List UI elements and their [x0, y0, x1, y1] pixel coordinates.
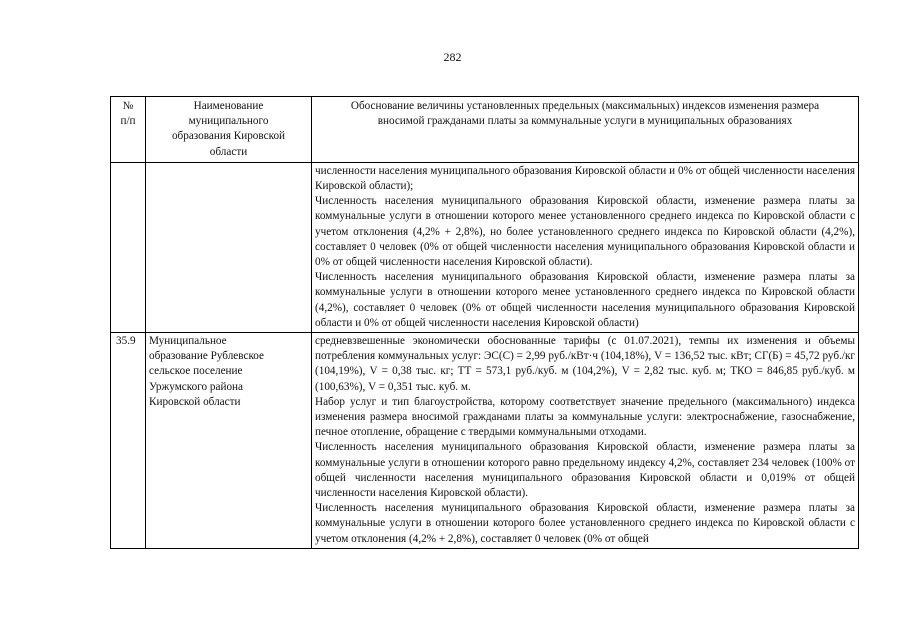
row-justification: [312, 162, 859, 332]
justification-paragraph: Численность населения муниципального образования Кировской области, изменение размера платы за коммунальные услуги в отношении которого равно предельному индексу 4,2%, составляет 234 человек (100% от общей численности населения муниципального образования Кировской области и 0,019% от общей численности населения Кировской области).: [315, 441, 855, 500]
municipality-name-line: Кировской области: [149, 395, 241, 408]
header-justification-line: Обоснование величины установленных предельных (максимальных) индексов изменения размера: [350, 100, 820, 112]
header-number-line: №: [122, 100, 134, 112]
page-number: 282: [443, 50, 462, 64]
municipality-name-line: Уржумского района: [149, 380, 244, 393]
justification-paragraph: Численность населения муниципального образования Кировской области, изменение размера платы за коммунальные услуги в отношении которого менее установленного среднего индекса по Кировской области (4,2%), составляет 0 человек (0% от общей численности населения муниципального образования Кировской области и 0% от общей численности населения Кировской области): [315, 271, 855, 329]
header-justification: [312, 97, 859, 163]
justification-paragraph: численности населения муниципального образования Кировской области и 0% от общей численности населения Кировской области);: [315, 164, 855, 193]
header-name-line: муниципального: [188, 115, 269, 128]
header-name-line: Наименование: [193, 100, 264, 112]
row-justification: [312, 333, 859, 549]
justification-table: [110, 96, 859, 549]
justification-paragraph: Набор услуг и тип благоустройства, которому соответствует значение предельного (максимального) индекса изменения размера вносимой гражданами платы за коммунальные услуги: электроснабжение, газоснабжение, печное отопление, обращение с твердыми коммунальными отходами.: [315, 395, 855, 439]
table-row: [111, 333, 859, 549]
table-row: [111, 162, 859, 332]
header-justification-line: вносимой гражданами платы за коммунальные услуги в муниципальных образованиях: [377, 115, 793, 128]
header-name-line: области: [209, 145, 248, 158]
justification-paragraph: Численность населения муниципального образования Кировской области, изменение размера платы за коммунальные услуги в отношении которого более установленного среднего индекса по Кировской области с учетом отклонения (4,2% + 2,8%), составляет 0 человек (0% от общей: [315, 502, 855, 545]
table-header-row: [111, 97, 859, 163]
row-municipality-name: [146, 333, 312, 549]
row-number: 35.9: [111, 333, 146, 549]
municipality-name-line: образование Рублевское: [149, 350, 265, 363]
row-municipality-name: [146, 162, 312, 332]
justification-paragraph: средневзвешенные экономически обоснованные тарифы (с 01.07.2021), темпы их изменения и объемы потребления коммунальных услуг: ЭС(С) = 2,99 руб./кВт·ч (104,18%), V = 136,52 тыс. кВт; СГ(Б) = 45,72 руб./кг (104,19%), V = 0,38 тыс. кг; ТТ = 573,1 руб./куб. м (104,2%), V = 2,82 тыс. куб. м; ТКО = 846,85 руб./куб. м (100,63%), V = 0,351 тыс. куб. м.: [315, 335, 855, 393]
justification-paragraph: Численность населения муниципального образования Кировской области, изменение размера платы за коммунальные услуги в отношении которого менее установленного среднего индекса по Кировской области с учетом отклонения (4,2% + 2,8%), но более установленного среднего индекса по Кировской области (4,2%), составляет 0 человек (0% от общей численности населения муниципального образования Кировской области и 0% от общей численности населения Кировской области).: [315, 195, 855, 269]
header-municipality-name: [146, 97, 312, 163]
header-number: [111, 97, 146, 163]
municipality-name-line: Муниципальное: [149, 335, 227, 348]
header-number-line: п/п: [120, 115, 136, 128]
row-number: [111, 162, 146, 332]
header-name-line: образования Кировской: [171, 130, 286, 143]
municipality-name-line: сельское поселение: [149, 365, 243, 378]
